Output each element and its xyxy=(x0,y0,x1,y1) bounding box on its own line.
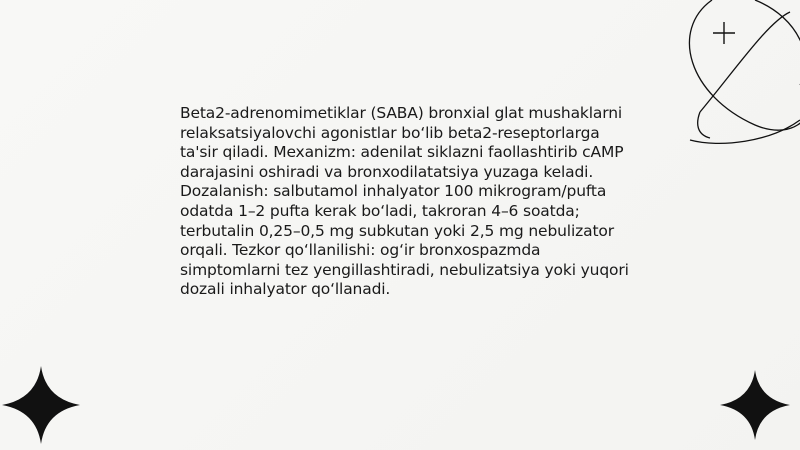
four-point-star-icon xyxy=(720,370,790,440)
slide-body-text: Beta2-adrenomimetiklar (SABA) bronxial glat mushaklarni relaksatsiyalovchi agonistlar bo‘lib beta2-reseptorlarga ta'sir qiladi. Mexanizm: adenilat siklazni faollashtirib cAMP darajasini oshiradi va bronxodilatatsiya yuzaga keladi. Dozalanish: salbutamol inhalyator 100 mikrogram/pufta odatda 1–2 pufta kerak bo‘ladi, takroran 4–6 soatda; terbutalin 0,25–0,5 mg subkutan yoki 2,5 mg nebulizator orqali. Tezkor qo‘llanilishi: og‘ir bronxospazmda simptomlarni tez yengillashtiradi, nebulizatsiya yoki yuqori dozali inhalyator qo‘llanadi. xyxy=(180,104,629,299)
orbit-lines-icon xyxy=(640,0,800,150)
four-point-star-icon xyxy=(2,366,80,444)
